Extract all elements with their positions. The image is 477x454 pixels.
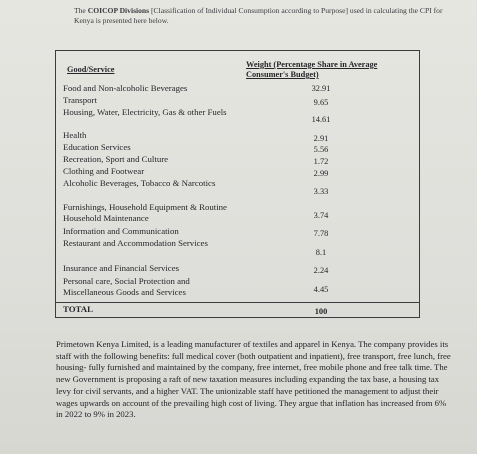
total-label: TOTAL xyxy=(63,304,93,314)
row-label: Insurance and Financial Services xyxy=(63,263,180,273)
row-label: Recreation, Sport and Culture xyxy=(63,154,169,164)
row-value: 3.33 xyxy=(313,187,329,196)
row-label: Food and Non-alcoholic Beverages xyxy=(63,83,188,93)
intro-bold: COICOP Divisions xyxy=(87,6,150,15)
total-value: 100 xyxy=(314,307,328,316)
row-value: 3.74 xyxy=(313,211,329,220)
row-value: 32.91 xyxy=(311,84,331,93)
row-value: 1.72 xyxy=(313,157,329,166)
row-label: Restaurant and Accommodation Services xyxy=(63,238,208,248)
row-value: 14.61 xyxy=(311,115,331,124)
case-paragraph: Primetown Kenya Limited, is a leading manufacturer of textiles and apparel in Kenya. The company provides its staff with the following benefits: full medical cover (both outpatient and inpatient), free transport, free lunch, free housing- fully furnished and maintained by the company, free internet, free mobile phone and free talk time. The new Government is proposing a raft of new taxation measures including expanding the tax base, a housing tax levy for civil servants, and a higher VAT. The unionizable staff have petitioned the management to adjust their wages upwards on account of the prevailing high cost of living. They argue that inflation has increased from 6% in 2022 to 9% in 2023. xyxy=(56,339,451,420)
header-weight: Weight (Percentage Share in Average Consumer's Budget) xyxy=(246,60,378,79)
row-label: Clothing and Footwear xyxy=(63,166,145,176)
row-value: 2.99 xyxy=(313,169,329,178)
row-value: 5.56 xyxy=(313,145,329,154)
row-label: Transport xyxy=(63,95,97,105)
coicop-table xyxy=(55,50,420,318)
table-row-total xyxy=(56,302,419,318)
intro-rest: [Classification of Individual Consumption according to Purpose] used in calculating the CPI for Kenya is presented here below. xyxy=(74,6,443,25)
row-label: Health xyxy=(63,130,87,140)
row-label: Furnishings, Household Equipment & Routine Household Maintenance xyxy=(63,202,227,223)
row-label: Information and Communication xyxy=(63,226,179,236)
row-value: 9.65 xyxy=(313,98,329,107)
intro-prefix: The xyxy=(74,6,86,15)
row-label: Alcoholic Beverages, Tobacco & Narcotics xyxy=(63,178,216,188)
row-value: 4.45 xyxy=(313,285,329,294)
intro-text xyxy=(74,6,454,26)
row-value: 7.78 xyxy=(313,229,329,238)
row-label: Education Services xyxy=(63,142,131,152)
row-value: 2.91 xyxy=(313,134,329,143)
row-label: Housing, Water, Electricity, Gas & other Fuels xyxy=(63,107,227,117)
row-label: Personal care, Social Protection and Miscellaneous Goods and Services xyxy=(63,276,190,297)
header-good-service: Good/Service xyxy=(67,65,115,74)
row-value: 2.24 xyxy=(313,266,329,275)
row-value: 8.1 xyxy=(315,248,327,257)
